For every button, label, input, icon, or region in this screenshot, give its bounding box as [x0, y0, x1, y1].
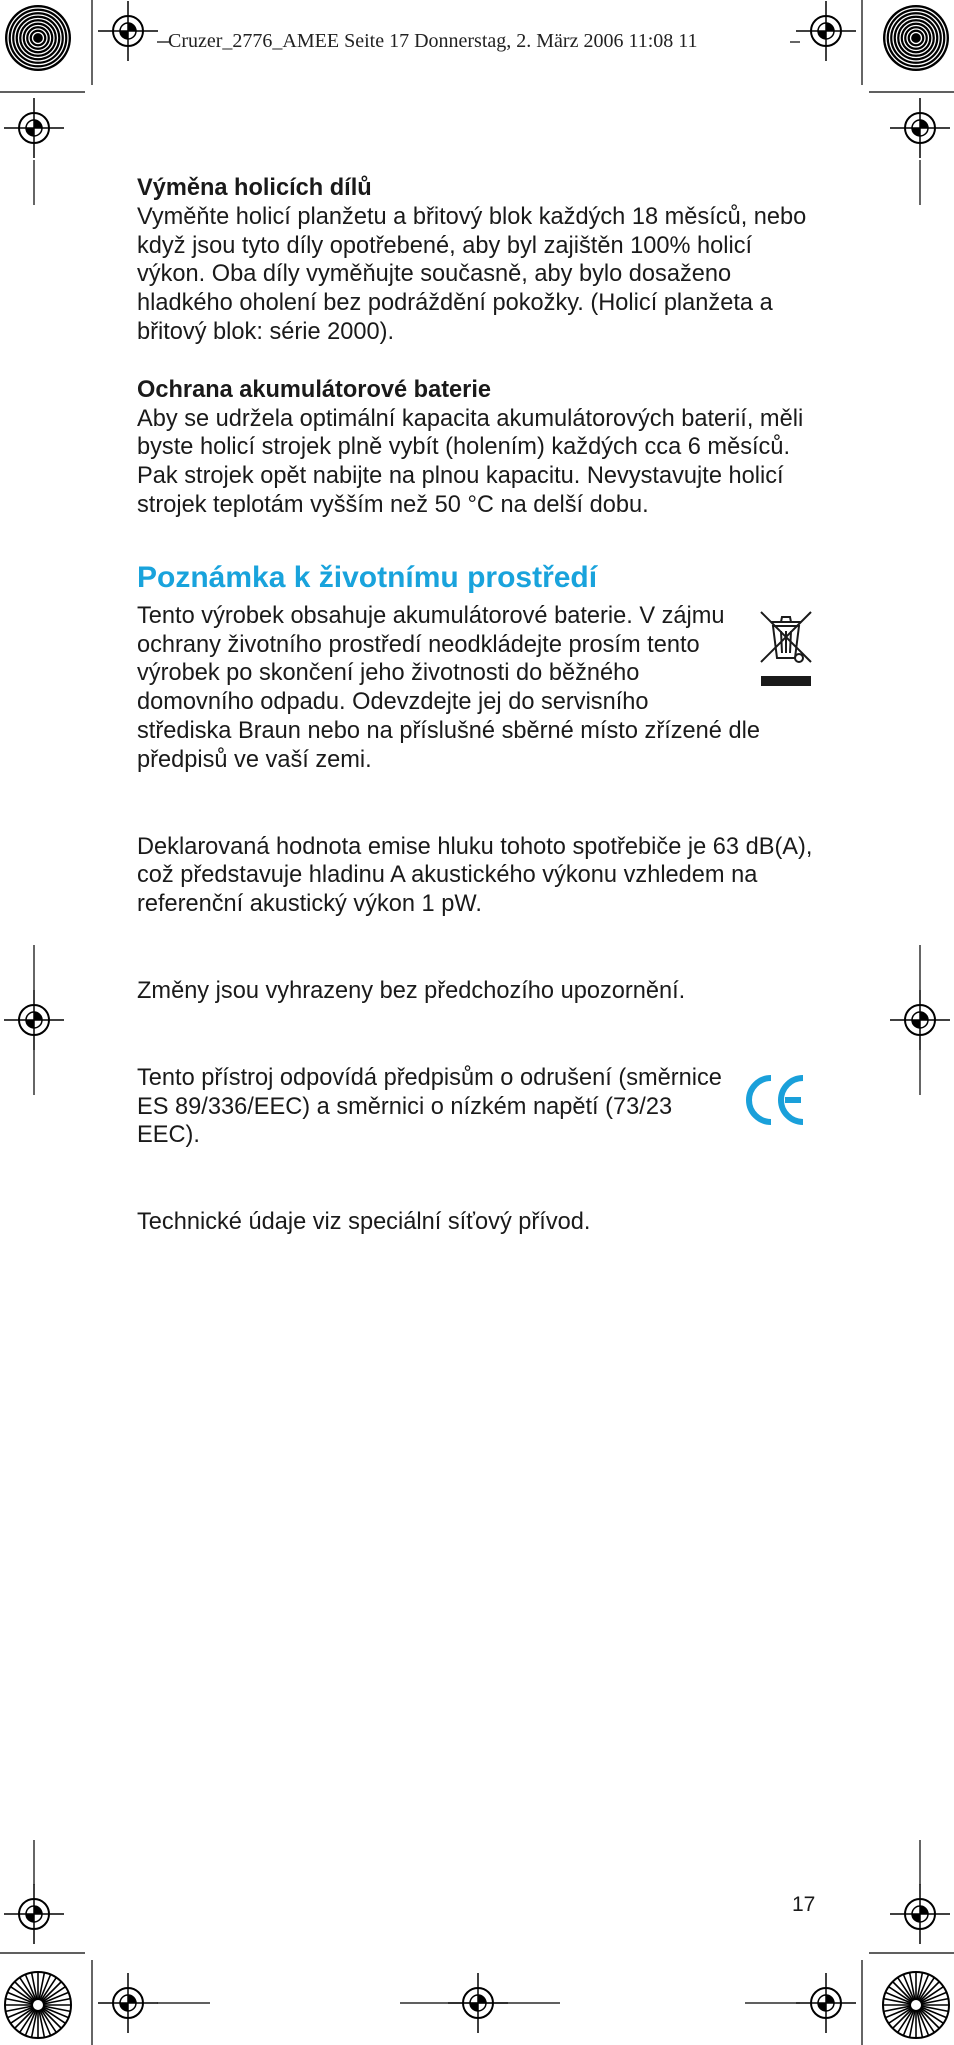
- section-text: Změny jsou vyhrazeny bez předchozího upozornění.: [137, 977, 686, 1004]
- section-text: Deklarovaná hodnota emise hluku tohoto spotřebiče je 63 dB(A), což představuje hladinu A akustického výkonu vzhledem na referenční akustický výkon 1 pW.: [137, 833, 813, 918]
- crossed-bin-icon: [757, 606, 815, 690]
- section-technical: [137, 1208, 815, 1237]
- section-text: Aby se udržela optimální kapacita akumulátorových baterií, měli byste holicí strojek plně vybít (holením) každých cca 6 měsíců. Pak strojek opět nabijte na plnou kapacitu. Nevystavujte holicí strojek teplotám vyšším než 50 °C na delší dobu.: [137, 405, 804, 518]
- section-battery: [137, 376, 815, 520]
- section-title: Výměna holicích dílů: [137, 175, 372, 201]
- environment-body: [137, 602, 815, 775]
- section-compliance: [137, 1064, 815, 1150]
- section-noise: [137, 833, 815, 919]
- section-environment: [137, 560, 815, 775]
- section-text: Tento přístroj odpovídá předpisům o odrušení (směrnice ES 89/336/EEC) a směrnici o nízkém napětí (73/23 EEC).: [137, 1064, 722, 1149]
- page-number: 17: [792, 1893, 816, 1916]
- section-text: Technické údaje viz speciální síťový přívod.: [137, 1209, 591, 1236]
- ce-mark-icon: [743, 1072, 807, 1128]
- section-text: Vyměňte holicí planžetu a břitový blok každých 18 měsíců, nebo když jsou tyto díly opotřebené, aby byl zajištěn 100% holicí výkon. Oba díly vyměňujte současně, aby bylo dosaženo hladkého oholení bez podráždění pokožky. (Holicí planžeta a břitový blok: série 2000).: [137, 203, 807, 345]
- section-replacing-parts: [137, 174, 815, 347]
- page-content: [137, 174, 815, 1237]
- print-slug-line: Cruzer_2776_AMEE Seite 17 Donnerstag, 2. März 2006 11:08 11: [168, 30, 698, 52]
- section-text: Tento výrobek obsahuje akumulátorové baterie. V zájmu ochrany životního prostředí neodkládejte prosím tento výrobek po skončení jeho životnosti do běžného domovního odpadu. Odevzdejte jej do servisního střediska Braun nebo na příslušné sběrné místo zřízené dle předpisů ve vaší zemi.: [137, 602, 760, 773]
- section-title: Ochrana akumulátorové baterie: [137, 376, 492, 403]
- section-heading: Poznámka k životnímu prostředí: [137, 560, 598, 594]
- section-changes: [137, 977, 815, 1006]
